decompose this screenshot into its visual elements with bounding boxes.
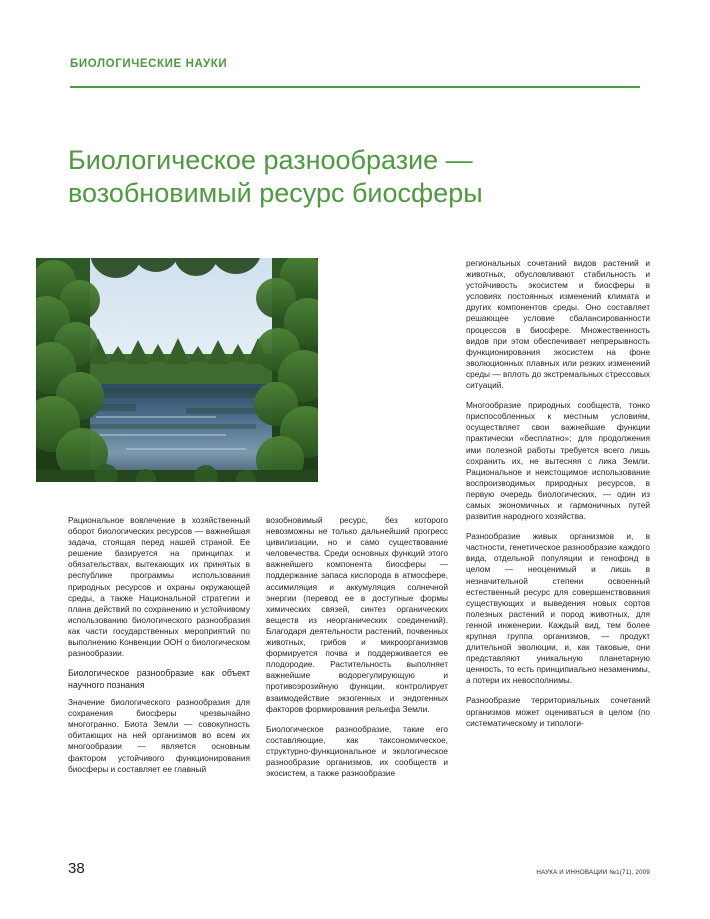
paragraph: Биологическое разнообразие, такие его составляющие, как таксономическое, структурно-функциональное и экологическое разнообразие организмов, их сообществ и экосистем, а также разнообразие <box>266 723 448 779</box>
subheading: Биологическое разнообразие как объект научного познания <box>68 668 250 690</box>
forest-lake-photo <box>36 258 318 482</box>
page-title: Биологическое разнообразие — возобновимый ресурс биосферы <box>68 145 483 209</box>
page-number: 38 <box>68 860 85 877</box>
paragraph: Многообразие природных сообществ, тонко приспособленных к местным условиям, осуществляет свои важнейшие функции практически «бесплатно»; для продолжения ими полезной работы требуется всего лишь сохранить их, не вытесняя с лика Земли. Рациональное и неистощимое использование воспроизводимых природных ресурсов, в первую очередь биологических, — один из самых экономичных и гармоничных путей развития народного хозяйства. <box>466 400 650 522</box>
journal-footer: НАУКА И ИННОВАЦИИ №1(71), 2009 <box>536 869 650 876</box>
header-rule <box>70 86 640 88</box>
body-column-left <box>68 515 250 784</box>
paragraph: возобновимый ресурс, без которого невозможны не только дальнейший прогресс цивилизации, но и само существование человечества. Среди основных функций этого важнейшего компонента биосферы — поддержание запаса кислорода в атмосфере, ассимиляция и аккумуляция солнечной энергии (перевод ее в доступные формы химических связей, синтез органических веществ из неорганических соединений). Благодаря деятельности растений, почвенных животных, грибов и микроорганизмов формируется почва и поддерживается ее плодородие. Растительность выполняет важнейшие водорегулирующую и противоэрозийную функции, контролирует взаимодействие экзогенных и эндогенных факторов формирования рельефа Земли. <box>266 515 448 714</box>
section-kicker: БИОЛОГИЧЕСКИЕ НАУКИ <box>70 58 228 70</box>
body-column-right <box>466 258 650 738</box>
paragraph: региональных сочетаний видов растений и животных, обусловливают стабильность и устойчивость экосистем и биосферы в условиях постоянных изменений климата и других компонентов среды. Оно составляет решающее условие сбалансированности процессов в биосфере. Множественность видов при этом обеспечивает непрерывность функционирования экосистем на фоне эволюционных плавных или резких изменений среды — вплоть до экстремальных стрессовых ситуаций. <box>466 258 650 391</box>
paragraph: Разнообразие живых организмов и, в частности, генетическое разнообразие каждого вида, отдельной популяции и генофонд в целом — неоценимый и лишь в незначительной степени освоенный естественный ресурс для совершенствования существующих и выведения новых сортов полезных растений и пород животных, для генной инженерии. Каждый вид, тем более крупная группа организмов, — продукт длительной эволюции, и, как таковые, они представляют уникальную планетарную ценность, то есть принципиально незаменимы, а потери их невосполнимы. <box>466 531 650 686</box>
body-column-middle <box>266 515 448 788</box>
paragraph: Значение биологического разнообразия для сохранения биосферы чрезвычайно многогранно. Биота Земли — совокупность обитающих на ней организмов во всем их многообразии — является основным фактором устойчивого функционирования биосферы и составляет ее главный <box>68 697 250 774</box>
paragraph: Разнообразие территориальных сочетаний организмов может оцениваться в целом (по систематическому и типологи- <box>466 695 650 728</box>
paragraph: Рациональное вовлечение в хозяйственный оборот биологических ресурсов — важнейшая задача, стоящая перед нашей страной. Ее решение базируется на принципах и обязательствах, вытекающих их принятых в республике программы использования природных ресурсов и охраны окружающей среды, а также Национальной стратегии и плана действий по сохранению и устойчивому использованию биологического разнообразия как части государственных мероприятий по выполнению Конвенции ООН о биологическом разнообразии. <box>68 515 250 659</box>
